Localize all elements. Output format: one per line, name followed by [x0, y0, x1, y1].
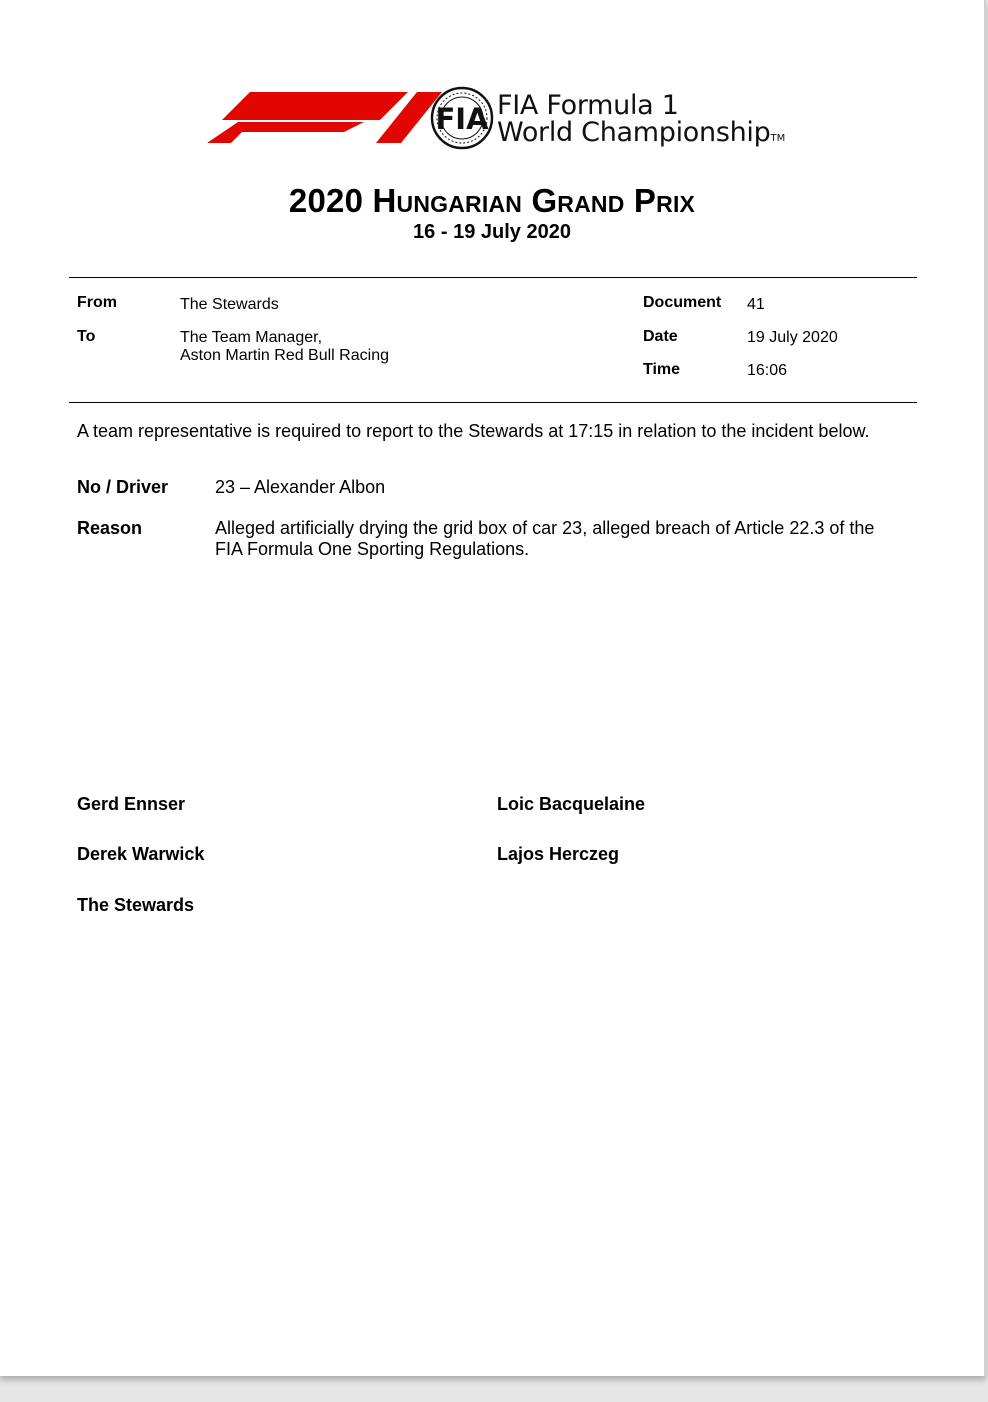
f1-logo-f-top	[222, 92, 408, 120]
f1-fia-logo	[204, 86, 494, 150]
steward-gerd-ennser: Gerd Ennser	[77, 794, 186, 814]
to-label: To	[77, 328, 96, 345]
reason-line-2: FIA Formula One Sporting Regulations.	[215, 539, 530, 559]
steward-lajos-herczeg: Lajos Herczeg	[497, 844, 620, 864]
steward-loic-bacquelaine: Loic Bacquelaine	[497, 794, 646, 814]
event-dates: 16 - 19 July 2020	[413, 221, 571, 243]
reason-line-1: Alleged artificially drying the grid box of car 23, alleged breach of Article 22.3 of the	[215, 518, 875, 538]
reason-label: Reason	[77, 518, 143, 538]
fia-seal-text: FIA	[435, 102, 489, 136]
header-rule-top	[69, 277, 917, 278]
intro-paragraph: A team representative is required to report to the Stewards at 17:15 in relation to the incident below.	[77, 421, 870, 441]
stewards-signoff: The Stewards	[77, 895, 195, 915]
time-label: Time	[643, 361, 681, 378]
from-value: The Stewards	[180, 296, 279, 313]
brand-wordmark	[497, 92, 785, 152]
reason-value	[215, 518, 915, 560]
driver-label: No / Driver	[77, 477, 169, 497]
steward-derek-warwick: Derek Warwick	[77, 844, 205, 864]
brand-line-1: FIA Formula 1	[497, 90, 679, 121]
header-rule-bottom	[69, 402, 917, 403]
to-line-1: The Team Manager,	[180, 329, 323, 346]
f1-logo-f-bottom	[207, 122, 364, 143]
trademark: TM	[770, 133, 786, 144]
document-value: 41	[747, 296, 765, 313]
date-label: Date	[643, 328, 678, 345]
driver-value: 23 – Alexander Albon	[215, 477, 386, 497]
event-title: 2020 Hungarian Grand Prix	[288, 182, 696, 219]
date-value: 19 July 2020	[747, 329, 838, 346]
time-value: 16:06	[747, 362, 788, 379]
to-value	[180, 329, 389, 365]
document-label: Document	[643, 294, 722, 311]
from-label: From	[77, 294, 117, 311]
brand-line-2: World ChampionshipTM	[497, 117, 786, 148]
to-line-2: Aston Martin Red Bull Racing	[180, 347, 389, 364]
